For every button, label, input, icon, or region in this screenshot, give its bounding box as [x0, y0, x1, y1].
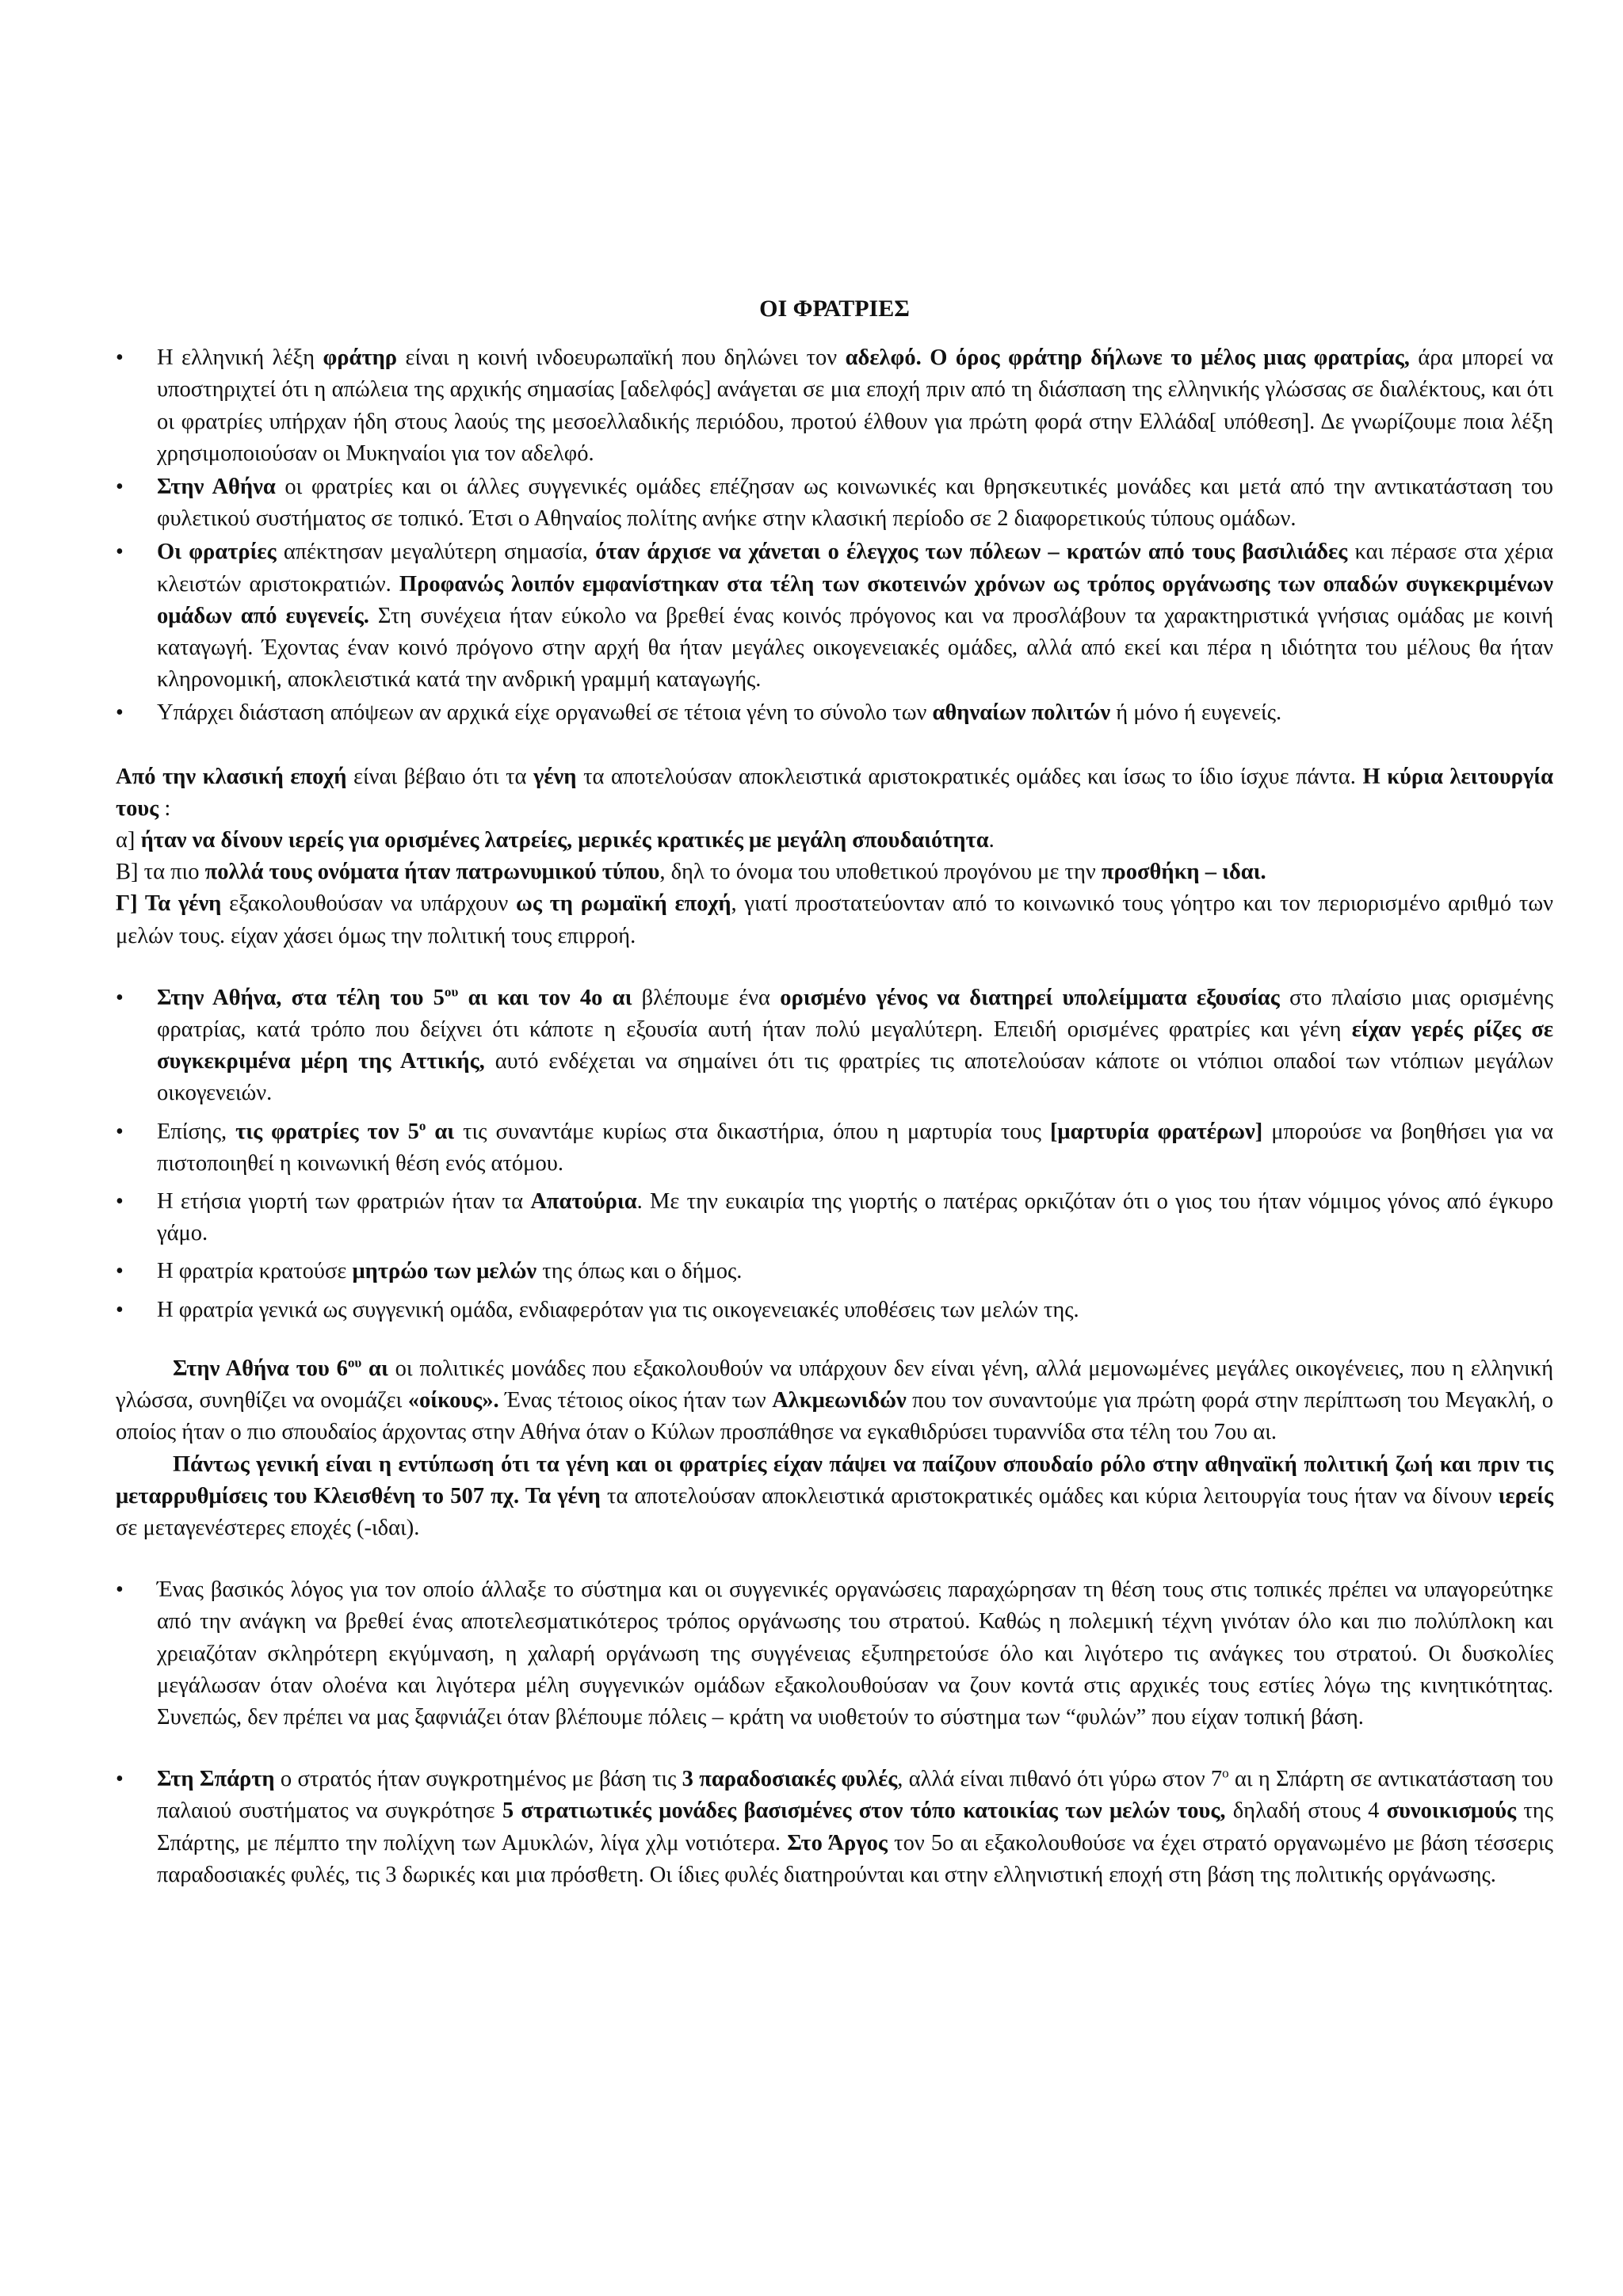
bold-text-run: φράτηρ [323, 345, 398, 371]
bold-text-run: Προφανώς λοιπόν εμφανίστηκαν στα τέλη των σκοτεινών χρόνων ως τρόπος οργάνωσης των οπαδών συγκεκριμένων ομάδων από ευγενείς. [157, 571, 1554, 628]
list-item [116, 982, 1553, 1110]
bold-text-run: αι [426, 1119, 455, 1144]
bullet-list-sparta-argos [116, 1764, 1553, 1891]
bold-text-run: γένη [533, 764, 577, 789]
text-run: εξακολουθούσαν να υπάρχουν [221, 891, 517, 917]
document-page [116, 293, 1553, 1891]
text-run: Υπάρχει διάσταση απόψεων αν αρχικά είχε οργανωθεί σε τέτοια γένη το σύνολο των [157, 700, 933, 726]
text-run: ή μόνο ή ευγενείς. [1110, 700, 1282, 726]
text-run: είναι βέβαιο ότι τα [346, 764, 534, 789]
text-run: οι φρατρίες και οι άλλες συγγενικές ομάδες επέζησαν ως κοινωνικές και θρησκευτικές μονάδες και μετά από την αντικατάσταση του φυλετικού συστήματος σε τοπικό. Έτσι ο Αθηναίος πολίτης ανήκε στην κλασική περίοδο σε 2 διαφορετικούς τύπους ομάδων. [157, 475, 1553, 532]
bold-text-run: αι και τον 4ο αι [458, 985, 632, 1010]
classical-era-block [116, 761, 1553, 952]
list-item [116, 342, 1553, 470]
bold-text-run: Στην Αθήνα [157, 475, 276, 500]
text-run: τα αποτελούσαν αποκλειστικά αριστοκρατικές ομάδες και κύρια λειτουργία τους ήταν να δίνουν [600, 1483, 1499, 1508]
text-run: Επίσης, [157, 1119, 236, 1144]
text-run: . Με την ευκαιρία της γιορτής ο πατέρας ορκιζόταν ότι ο γιος του ήταν νόμιμος γόνος από έγκυρο γάμο. [157, 1189, 1553, 1246]
paragraph [116, 761, 1553, 825]
bold-text-run: Στην Αθήνα του 6 [173, 1356, 348, 1381]
text-run: α] [116, 828, 141, 853]
paragraph [116, 1353, 1553, 1449]
bold-text-run: Στη Σπάρτη [157, 1767, 275, 1792]
text-run: Η φρατρία γενικά ως συγγενική ομάδα, ενδιαφερόταν για τις οικογενειακές υποθέσεις των μελών της. [157, 1297, 1079, 1322]
text-run: είναι η κοινή ινδοευρωπαϊκή που δηλώνει τον [397, 345, 846, 371]
bold-text-run: ως τη ρωμαϊκή εποχή [516, 891, 731, 917]
text-run: ο [1222, 1765, 1229, 1781]
text-run: : [158, 795, 171, 821]
list-item [116, 1295, 1553, 1326]
bold-text-run: πολλά τους ονόματα ήταν πατρωνυμικού τύπου [204, 860, 660, 885]
bold-text-run: όταν άρχισε να χάνεται ο έλεγχος των πόλεων – κρατών από τους βασιλιάδες [595, 540, 1348, 565]
bold-text-run: ιερείς [1498, 1483, 1553, 1508]
paragraph [116, 888, 1553, 952]
text-run: αι η Σπάρτη σε αντικατάσταση του παλαιού συστήματος να συγκρότησε [157, 1767, 1553, 1824]
text-run: αυτό ενδέχεται να σημαίνει ότι τις φρατρίες τις αποτελούσαν κάποτε οι ντόπιοι οπαδοί των ντόπιων μεγάλων οικογενειών. [157, 1049, 1553, 1106]
bold-text-run: Ο όρος φράτηρ δήλωνε το μέλος μιας φρατρίας, [930, 345, 1410, 371]
bold-text-run: Γ] Τα γένη [116, 891, 222, 917]
bold-text-run: είχαν γερές ρίζες σε συγκεκριμένα μέρη της Αττικής, [157, 1017, 1553, 1074]
bold-text-run: αθηναίων πολιτών [932, 700, 1111, 726]
paragraph [116, 1449, 1553, 1545]
bold-text-run: Η κύρια λειτουργία τους [116, 764, 1553, 821]
text-run: μπορούσε να βοηθήσει για να πιστοποιηθεί η κοινωνική θέση ενός ατόμου. [157, 1119, 1553, 1176]
text-run: οι πολιτικές μονάδες που εξακολουθούν να υπάρχουν δεν είναι γένη, αλλά μεμονωμένες μεγάλες οικογένειες, που η ελληνική γλώσσα, συνηθίζει να ονομάζει [116, 1356, 1553, 1413]
bold-text-run: μητρώο των μελών [352, 1259, 537, 1284]
text-run: άρα μπορεί να υποστηριχτεί ότι η απώλεια της αρχικής σημασίας [αδελφός] ανάγεται σε μια εποχή πριν από τη διάσπαση της ελληνικής γλώσσας σε διαλέκτους, και ότι οι φρατρίες υπήρχαν ήδη στους λαούς της μεσοελλαδικής περιόδου, προτού έλθουν για πρώτη φορά στην Ελλάδα[ υπόθεση]. Δε γνωρίζουμε ποια λέξη χρησιμοποιούσαν οι Μυκηναίοι για τον αδελφό. [157, 345, 1553, 466]
text-run: , αλλά είναι πιθανό ότι γύρω στον 7 [897, 1767, 1223, 1792]
text-run: ο στρατός ήταν συγκροτημένος με βάση τις [274, 1767, 682, 1792]
text-run: τον 5ο αι εξακολουθούσε να έχει στρατό οργανωμένο με βάση τέσσερις παραδοσιακές φυλές, τις 3 δωρικές και μια πρόσθετη. Οι ίδιες φυλές διατηρούνται και στην ελληνιστική εποχή στη βάση της πολιτικής οργάνωσης. [157, 1830, 1553, 1887]
bold-text-run: ο [418, 1118, 426, 1134]
text-run: Ένας βασικός λόγος για τον οποίο άλλαξε το σύστημα και οι συγγενικές οργανώσεις παραχώρησαν τη θέση τους στις τοπικές πρέπει να υπαγορεύτηκε από την ανάγκη να βρεθεί ένας αποτελεσματικότερος τρόπος οργάνωσης του στρατού. Καθώς η πολεμική τέχνη γινόταν όλο και πιο πολύπλοκη και χρειαζόταν σκληρότερη εκγύμναση, η χαλαρή οργάνωση της συγγένειας εξυπηρετούσε όλο και λιγότερο τις ανάγκες του στρατού. Οι δυσκολίες μεγάλωσαν όταν ολοένα και λιγότερα μέλη συγγενικών ομάδων εξακολουθούσαν να ζουν κοντά στις αρχικές τους εστίες λόγω της κινητικότητας. Συνεπώς, δεν πρέπει να μας ξαφνιάζει όταν βλέπουμε πόλεις – κράτη να υιοθετούν το σύστημα των “φυλών” που είχαν τοπική βάση. [157, 1577, 1553, 1730]
text-run: Ένας τέτοιος οίκος ήταν των [498, 1388, 773, 1413]
bold-text-run: ου [347, 1355, 362, 1371]
bold-text-run: ήταν να δίνουν ιερείς για ορισμένες λατρείες, μερικές κρατικές με μεγάλη σπουδαιότητα [140, 828, 989, 853]
text-run: της Σπάρτης, με πέμπτο την πολίχνη των Αμυκλών, λίγα χλμ νοτιότερα. [157, 1798, 1553, 1855]
text-run: Η φρατρία κρατούσε [157, 1259, 353, 1284]
text-run: της όπως και ο δήμος. [537, 1259, 743, 1284]
bold-text-run: Οι φρατρίες [157, 540, 277, 565]
list-item [116, 1764, 1553, 1891]
bullet-list-athens [116, 982, 1553, 1326]
text-run [922, 345, 930, 370]
text-run: , γιατί προστατεύονταν από το κοινωνικό τους γόητρο και τον περιορισμένο αριθμό των μελών τους. είχαν χάσει όμως την πολιτική τους επιρροή. [116, 891, 1553, 948]
text-run: . [988, 828, 995, 853]
text-run: στο πλαίσιο μιας ορισμένης φρατρίας, κατά τρόπο που δείχνει ότι κάποτε η εξουσία αυτή ήταν πολύ μεγαλύτερη. Επειδή ορισμένες φρατρίες και γένη [157, 985, 1553, 1043]
bold-text-run: συνοικισμούς [1386, 1798, 1517, 1824]
bold-text-run: προσθήκη – ιδαι. [1101, 860, 1266, 885]
bold-text-run: Απατούρια [530, 1189, 637, 1215]
list-item [116, 1574, 1553, 1733]
bold-text-run: 5 στρατιωτικές μονάδες βασισμένες στον τόπο κατοικίας των μελών τους, [502, 1798, 1226, 1824]
bold-text-run: τις φρατρίες τον 5 [235, 1119, 419, 1144]
list-item [116, 1186, 1553, 1249]
text-run: τα αποτελούσαν αποκλειστικά αριστοκρατικές ομάδες και ίσως το ίδιο ίσχυε πάντα. [576, 764, 1363, 789]
text-run: Στη συνέχεια ήταν εύκολο να βρεθεί ένας κοινός πρόγονος και να προσλάβουν τα χαρακτηριστικά γνήσιας ομάδας με κοινή καταγωγή. Έχοντας έναν κοινό πρόγονο στην αρχή θα ήταν μεγάλες οικογενειακές ομάδες, αλλά από εκεί και πέρα η ιδιότητα του μέλους θα ήταν κληρονομική, αποκλειστικά κατά την ανδρική γραμμή καταγωγής. [157, 603, 1554, 692]
text-run: Η ελληνική λέξη [157, 345, 323, 371]
text-run: , δηλ το όνομα του υποθετικού προγόνου με την [659, 860, 1102, 885]
bold-text-run: ορισμένο γένος να διατηρεί υπολείμματα εξουσίας [780, 985, 1280, 1010]
bold-text-run: [μαρτυρία φρατέρων] [1049, 1119, 1263, 1144]
bold-text-run: Στο Άργος [787, 1830, 888, 1855]
bold-text-run: Από την κλασική εποχή [116, 764, 347, 789]
text-run: δηλαδή στους 4 [1225, 1798, 1387, 1824]
bold-text-run: Πάντως γενική είναι η εντύπωση ότι τα γένη και οι φρατρίες είχαν πάψει να παίζουν σπουδαίο ρόλο στην αθηναϊκή πολιτική ζωή και πριν τις μεταρρυθμίσεις του Κλεισθένη το 507 πχ. Τα γένη [116, 1451, 1553, 1508]
bold-text-run: Αλκμεωνιδών [772, 1388, 907, 1413]
text-run: Β] τα πιο [116, 860, 205, 885]
bold-text-run: Στην Αθήνα, στα τέλη του 5 [157, 985, 445, 1010]
text-run: Η ετήσια γιορτή των φρατριών ήταν τα [157, 1189, 531, 1215]
list-item [116, 536, 1553, 696]
bold-text-run: ου [444, 984, 459, 1000]
text-run: τις συναντάμε κυρίως στα δικαστήρια, όπου η μαρτυρία τους [454, 1119, 1050, 1144]
text-run: και πέρασε στα χέρια κλειστών αριστοκρατιών. [157, 540, 1554, 597]
list-item [116, 1116, 1553, 1180]
paragraph [116, 825, 1553, 856]
bold-text-run: 3 παραδοσιακές φυλές [682, 1767, 898, 1792]
bold-text-run: αδελφό. [845, 345, 922, 371]
page-title: ΟΙ ΦΡΑΤΡΙΕΣ [759, 296, 910, 322]
athens-6th-century-block [116, 1353, 1553, 1544]
list-item [116, 471, 1553, 535]
paragraph [116, 856, 1553, 888]
text-run: απέκτησαν μεγαλύτερη σημασία, [276, 540, 596, 565]
text-run: που τον συναντούμε για πρώτη φορά στην περίπτωση του Μεγακλή, ο οποίος ήταν ο πιο σπουδαίος άρχοντας στην Αθήνα όταν ο Κύλων προσπάθησε να εγκαθιδρύσει τυραννίδα στα τέλη του 7ου αι. [116, 1388, 1554, 1445]
bold-text-run: «οίκους». [407, 1388, 499, 1413]
bold-text-run: αι [361, 1356, 388, 1381]
list-item [116, 1256, 1553, 1287]
list-item [116, 697, 1553, 729]
text-run: βλέπουμε ένα [632, 985, 781, 1010]
bullet-list-army-reason [116, 1574, 1553, 1733]
bullet-list-intro [116, 342, 1553, 729]
text-run: σε μεταγενέστερες εποχές (-ιδαι). [116, 1515, 420, 1540]
